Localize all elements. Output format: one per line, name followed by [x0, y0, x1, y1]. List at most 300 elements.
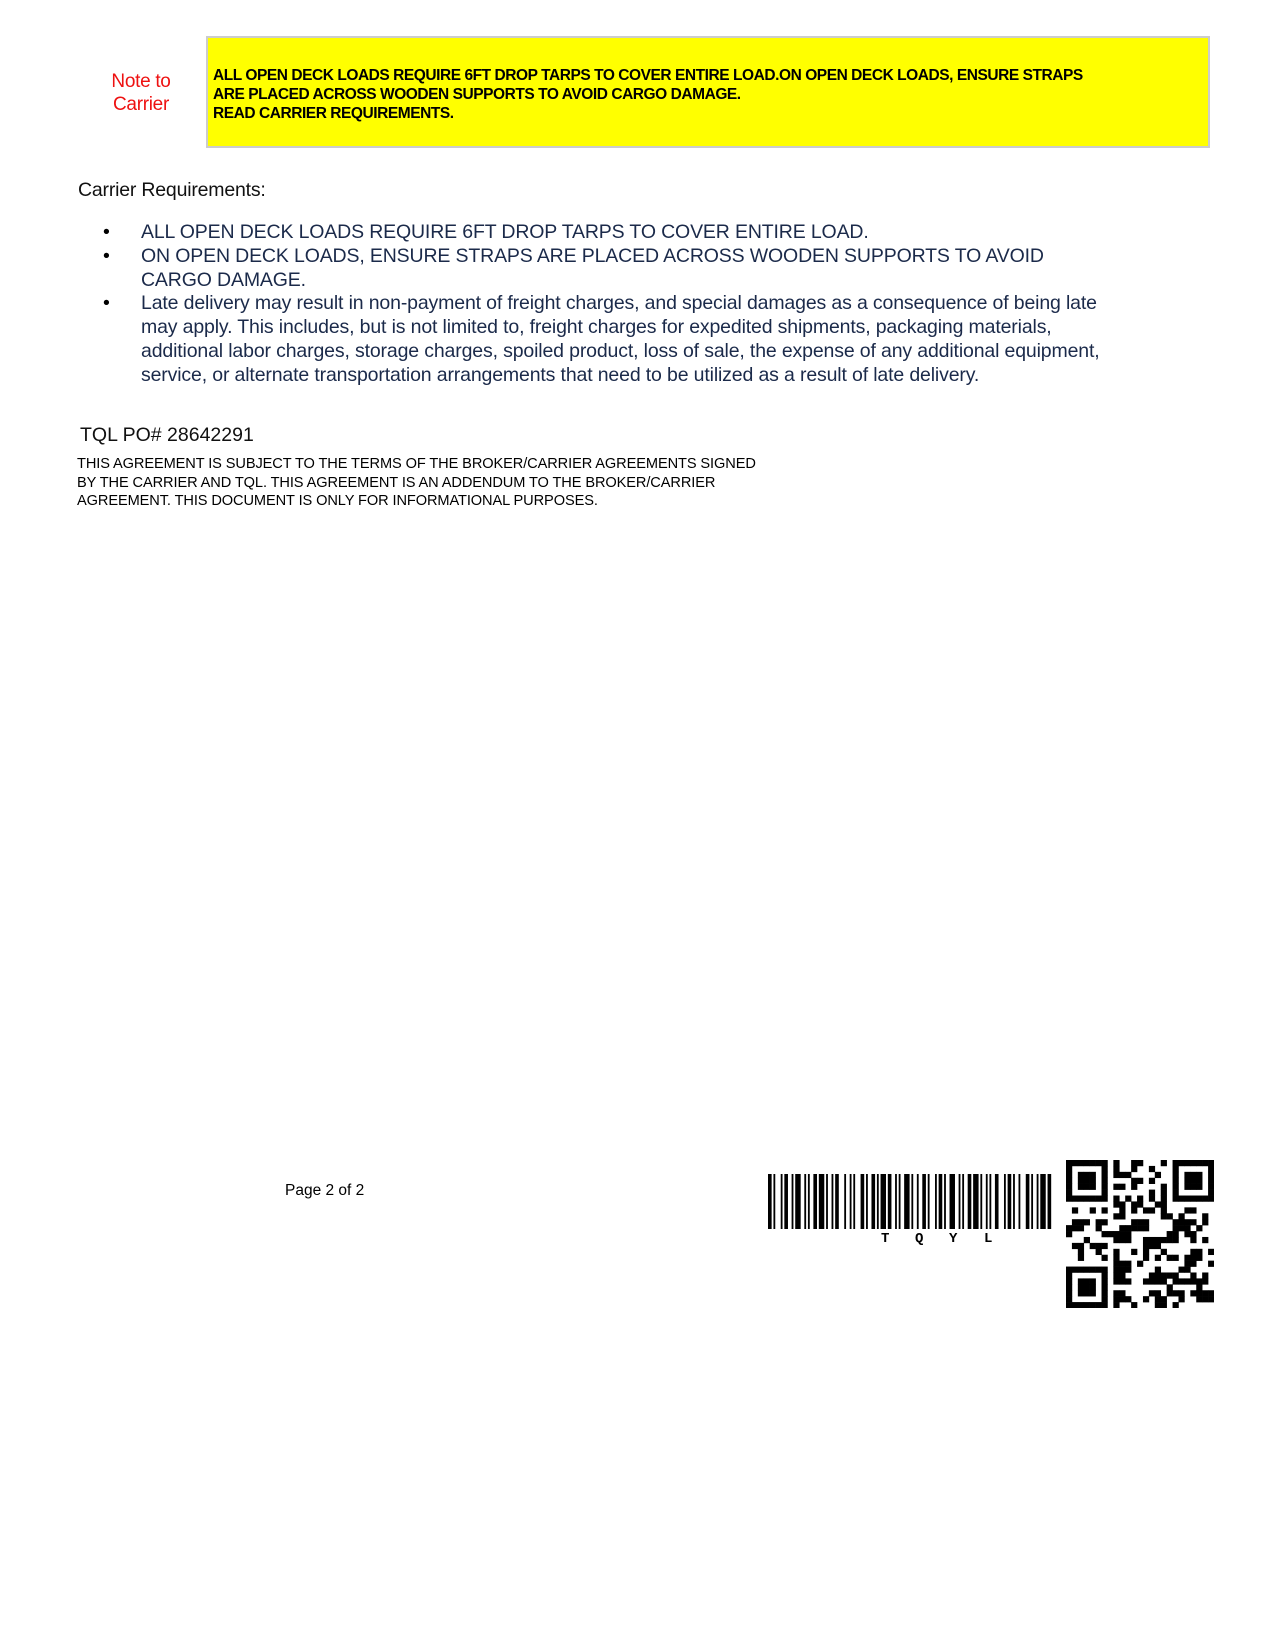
- qr-module: [1167, 1284, 1173, 1290]
- qr-module: [1090, 1196, 1096, 1202]
- barcode-bar: [844, 1174, 846, 1229]
- qr-module: [1066, 1290, 1072, 1296]
- requirement-text: ON OPEN DECK LOADS, ENSURE STRAPS ARE PLACED ACROSS WOODEN SUPPORTS TO AVOID CARGO DAMAGE.: [141, 244, 1044, 291]
- qr-module: [1202, 1296, 1208, 1302]
- barcode-bar: [784, 1174, 788, 1229]
- qr-module: [1066, 1196, 1072, 1202]
- barcode-bar: [944, 1174, 946, 1229]
- qr-module: [1143, 1249, 1149, 1255]
- qr-module: [1078, 1249, 1084, 1255]
- qr-module: [1090, 1172, 1096, 1178]
- qr-module: [1090, 1278, 1096, 1284]
- qr-module: [1102, 1178, 1108, 1184]
- qr-module: [1149, 1196, 1155, 1202]
- qr-module: [1173, 1302, 1179, 1308]
- qr-module: [1167, 1290, 1173, 1296]
- qr-module: [1208, 1249, 1214, 1255]
- qr-module: [1143, 1207, 1149, 1213]
- qr-module: [1119, 1290, 1125, 1296]
- note-label-line2: Carrier: [113, 94, 169, 115]
- barcode-bar: [881, 1174, 886, 1229]
- barcode-char: T: [881, 1231, 890, 1247]
- qr-module: [1090, 1290, 1096, 1296]
- qr-module: [1119, 1225, 1125, 1231]
- qr-module: [1190, 1249, 1196, 1255]
- requirement-text: ALL OPEN DECK LOADS REQUIRE 6FT DROP TARPS TO COVER ENTIRE LOAD.: [141, 221, 869, 243]
- qr-module: [1096, 1196, 1102, 1202]
- qr-module: [1084, 1219, 1090, 1225]
- qr-module: [1149, 1278, 1155, 1284]
- qr-module: [1102, 1302, 1108, 1308]
- barcode-bar: [850, 1174, 852, 1229]
- qr-module: [1113, 1267, 1119, 1273]
- qr-module: [1190, 1196, 1196, 1202]
- barcode-bar: [986, 1174, 988, 1229]
- qr-module: [1161, 1237, 1167, 1243]
- barcode-bar: [939, 1174, 943, 1229]
- qr-module: [1113, 1231, 1119, 1237]
- barcode-bar: [959, 1174, 961, 1229]
- qr-module: [1190, 1261, 1196, 1267]
- qr-module: [1131, 1249, 1137, 1255]
- qr-module: [1125, 1237, 1131, 1243]
- qr-module: [1102, 1207, 1108, 1213]
- qr-module: [1178, 1213, 1184, 1219]
- qr-module: [1137, 1225, 1143, 1231]
- qr-module: [1113, 1237, 1119, 1243]
- qr-module: [1161, 1278, 1167, 1284]
- qr-module: [1137, 1160, 1143, 1166]
- qr-module: [1155, 1302, 1161, 1308]
- qr-module: [1137, 1261, 1143, 1267]
- qr-module: [1190, 1219, 1196, 1225]
- qr-module: [1078, 1267, 1084, 1273]
- qr-module: [1107, 1231, 1113, 1237]
- qr-module: [1178, 1196, 1184, 1202]
- qr-module: [1196, 1172, 1202, 1178]
- barcode-bar: [835, 1174, 839, 1229]
- qr-module: [1149, 1207, 1155, 1213]
- qr-module: [1131, 1201, 1137, 1207]
- qr-module: [1161, 1213, 1167, 1219]
- qr-module: [1173, 1231, 1179, 1237]
- barcode-bar: [792, 1174, 794, 1229]
- qr-module: [1196, 1290, 1202, 1296]
- qr-module: [1173, 1166, 1179, 1172]
- qr-module: [1102, 1190, 1108, 1196]
- qr-module: [1078, 1196, 1084, 1202]
- qr-module: [1161, 1207, 1167, 1213]
- barcode-bar: [922, 1174, 926, 1229]
- qr-module: [1155, 1172, 1161, 1178]
- barcode-bar: [968, 1174, 972, 1229]
- qr-module: [1072, 1243, 1078, 1249]
- requirements-heading: Carrier Requirements:: [78, 179, 266, 201]
- barcode-bar: [895, 1174, 897, 1229]
- qr-module: [1143, 1296, 1149, 1302]
- requirement-text: Late delivery may result in non-payment of freight charges, and special damages as a consequence of being late may apply. This includes, but is not limited to, freight charges for expedited shipments, packaging materials, additional labor charges, storage charges, spoiled product, loss of sale, the expense of any additional equipment, service, or alternate transportation arrangements that need to be utilized as a result of late delivery.: [141, 292, 1100, 386]
- qr-module: [1167, 1272, 1173, 1278]
- qr-module: [1137, 1201, 1143, 1207]
- qr-module: [1143, 1237, 1149, 1243]
- qr-module: [1078, 1278, 1084, 1284]
- qr-module: [1102, 1231, 1108, 1237]
- qr-module: [1161, 1302, 1167, 1308]
- qr-module: [1178, 1160, 1184, 1166]
- qr-module: [1090, 1178, 1096, 1184]
- qr-module: [1190, 1231, 1196, 1237]
- barcode-bar: [989, 1174, 991, 1229]
- qr-module: [1208, 1178, 1214, 1184]
- note-text: ALL OPEN DECK LOADS REQUIRE 6FT DROP TARPS TO COVER ENTIRE LOAD.ON OPEN DECK LOADS, ENSURE STRAPS ARE PLACED ACROSS WOODEN SUPPORTS TO AVOID CARGO DAMAGE. READ CARRIER REQUIREMENTS.: [213, 67, 1083, 122]
- qr-module: [1119, 1296, 1125, 1302]
- qr-module: [1090, 1267, 1096, 1273]
- qr-module: [1119, 1237, 1125, 1243]
- qr-module: [1113, 1196, 1119, 1202]
- bullet-icon: •: [103, 221, 110, 243]
- qr-module: [1137, 1219, 1143, 1225]
- barcode-char: L: [984, 1231, 993, 1247]
- qr-module: [1072, 1267, 1078, 1273]
- qr-module: [1131, 1160, 1137, 1166]
- qr-module: [1125, 1267, 1131, 1273]
- qr-module: [1143, 1219, 1149, 1225]
- qr-module: [1119, 1213, 1125, 1219]
- barcode-char: Y: [949, 1231, 958, 1247]
- qr-module: [1078, 1284, 1084, 1290]
- qr-module: [1102, 1166, 1108, 1172]
- qr-module: [1161, 1190, 1167, 1196]
- qr-module: [1196, 1160, 1202, 1166]
- qr-module: [1113, 1278, 1119, 1284]
- qr-module: [1173, 1219, 1179, 1225]
- qr-module: [1161, 1184, 1167, 1190]
- qr-module: [1078, 1255, 1084, 1261]
- qr-module: [1078, 1290, 1084, 1296]
- qr-module: [1155, 1272, 1161, 1278]
- qr-module: [1190, 1272, 1196, 1278]
- qr-module: [1167, 1237, 1173, 1243]
- qr-module: [1173, 1255, 1179, 1261]
- qr-module: [1072, 1207, 1078, 1213]
- qr-module: [1090, 1302, 1096, 1308]
- requirement-item: [100, 221, 1100, 245]
- barcode-bar: [832, 1174, 834, 1229]
- barcode-bar: [866, 1174, 868, 1229]
- qr-module: [1084, 1196, 1090, 1202]
- barcode-bar: [904, 1174, 909, 1229]
- qr-module: [1113, 1249, 1119, 1255]
- qr-module: [1119, 1261, 1125, 1267]
- qr-module: [1196, 1278, 1202, 1284]
- qr-module: [1113, 1213, 1119, 1219]
- note-box: [206, 36, 1210, 148]
- qr-module: [1131, 1166, 1137, 1172]
- qr-module: [1184, 1207, 1190, 1213]
- qr-module: [1072, 1302, 1078, 1308]
- qr-module: [1125, 1231, 1131, 1237]
- qr-module: [1196, 1296, 1202, 1302]
- qr-module: [1178, 1278, 1184, 1284]
- qr-module: [1072, 1219, 1078, 1225]
- barcode-char: Q: [915, 1231, 924, 1247]
- qr-module: [1178, 1219, 1184, 1225]
- qr-module: [1161, 1249, 1167, 1255]
- qr-module: [1167, 1231, 1173, 1237]
- page-number: Page 2 of 2: [285, 1182, 365, 1199]
- qr-module: [1173, 1172, 1179, 1178]
- barcode-bar: [899, 1174, 901, 1229]
- qr-module: [1078, 1184, 1084, 1190]
- qr-module: [1119, 1272, 1125, 1278]
- barcode-bar: [950, 1174, 955, 1229]
- qr-module: [1190, 1184, 1196, 1190]
- barcode-bar: [877, 1174, 879, 1229]
- qr-module: [1066, 1178, 1072, 1184]
- qr-module: [1173, 1225, 1179, 1231]
- qr-module: [1078, 1225, 1084, 1231]
- qr-module: [1125, 1225, 1131, 1231]
- qr-module: [1125, 1296, 1131, 1302]
- qr-module: [1078, 1243, 1084, 1249]
- qr-module: [1196, 1178, 1202, 1184]
- qr-module: [1173, 1178, 1179, 1184]
- qr-module: [1149, 1290, 1155, 1296]
- qr-module: [1155, 1296, 1161, 1302]
- qr-module: [1202, 1237, 1208, 1243]
- qr-module: [1113, 1255, 1119, 1261]
- barcode-bar: [995, 1174, 999, 1229]
- qr-module: [1096, 1160, 1102, 1166]
- qr-module: [1102, 1290, 1108, 1296]
- qr-module: [1149, 1166, 1155, 1172]
- qr-module: [1190, 1207, 1196, 1213]
- qr-module: [1084, 1178, 1090, 1184]
- qr-module: [1184, 1172, 1190, 1178]
- qr-module: [1096, 1267, 1102, 1273]
- qr-module: [1190, 1160, 1196, 1166]
- qr-module: [1102, 1272, 1108, 1278]
- qr-module: [1184, 1278, 1190, 1284]
- barcode-bar: [768, 1174, 772, 1229]
- requirement-item: [100, 245, 1100, 293]
- qr-module: [1084, 1267, 1090, 1273]
- qr-module: [1066, 1225, 1072, 1231]
- barcode-bar: [1004, 1174, 1006, 1229]
- qr-module: [1113, 1201, 1119, 1207]
- barcode-bar: [1048, 1174, 1052, 1229]
- qr-module: [1173, 1190, 1179, 1196]
- qr-module: [1066, 1278, 1072, 1284]
- qr-module: [1184, 1196, 1190, 1202]
- qr-module: [1143, 1225, 1149, 1231]
- qr-module: [1178, 1267, 1184, 1273]
- qr-module: [1167, 1213, 1173, 1219]
- qr-module: [1208, 1172, 1214, 1178]
- qr-module: [1119, 1267, 1125, 1273]
- qr-module: [1143, 1278, 1149, 1284]
- qr-module: [1202, 1213, 1208, 1219]
- qr-module: [1131, 1219, 1137, 1225]
- barcode-bar: [1037, 1174, 1039, 1229]
- barcode-bar: [973, 1174, 978, 1229]
- qr-module: [1102, 1255, 1108, 1261]
- qr-module: [1184, 1267, 1190, 1273]
- barcode-bar: [911, 1174, 913, 1229]
- qr-module: [1208, 1290, 1214, 1296]
- qr-module: [1078, 1302, 1084, 1308]
- qr-module: [1149, 1190, 1155, 1196]
- qr-module: [1102, 1160, 1108, 1166]
- requirement-item: [100, 292, 1100, 387]
- qr-module: [1155, 1267, 1161, 1273]
- qr-module: [1078, 1219, 1084, 1225]
- qr-module: [1173, 1272, 1179, 1278]
- qr-module: [1173, 1290, 1179, 1296]
- qr-module: [1119, 1172, 1125, 1178]
- qr-module: [1202, 1278, 1208, 1284]
- qr-module: [1125, 1196, 1131, 1202]
- qr-module: [1190, 1178, 1196, 1184]
- barcode-bar: [1031, 1174, 1033, 1229]
- qr-module: [1202, 1290, 1208, 1296]
- barcode-bar: [773, 1174, 775, 1229]
- barcode-bar: [1013, 1174, 1015, 1229]
- qr-module: [1096, 1243, 1102, 1249]
- qr-module: [1084, 1278, 1090, 1284]
- qr-module: [1173, 1237, 1179, 1243]
- qr-module: [1202, 1272, 1208, 1278]
- barcode-bar: [1040, 1174, 1045, 1229]
- barcode-bar: [808, 1174, 810, 1229]
- qr-module: [1184, 1160, 1190, 1166]
- qr-module: [1125, 1278, 1131, 1284]
- qr-module: [1084, 1172, 1090, 1178]
- qr-module: [1078, 1178, 1084, 1184]
- qr-module: [1208, 1190, 1214, 1196]
- qr-module: [1137, 1178, 1143, 1184]
- po-number: TQL PO# 28642291: [80, 424, 254, 446]
- qr-module: [1102, 1219, 1108, 1225]
- bullet-icon: •: [103, 244, 110, 267]
- bullet-icon: •: [103, 292, 110, 315]
- qr-module: [1173, 1184, 1179, 1190]
- qr-module: [1155, 1243, 1161, 1249]
- qr-module: [1119, 1278, 1125, 1284]
- qr-module: [1208, 1160, 1214, 1166]
- qr-module: [1113, 1184, 1119, 1190]
- barcode-bar: [795, 1174, 800, 1229]
- qr-module: [1131, 1184, 1137, 1190]
- qr-module: [1090, 1160, 1096, 1166]
- qr-module: [1184, 1255, 1190, 1261]
- qr-module: [1190, 1172, 1196, 1178]
- qr-module: [1119, 1231, 1125, 1237]
- qr-module: [1102, 1284, 1108, 1290]
- qr-module: [1066, 1267, 1072, 1273]
- qr-module: [1113, 1172, 1119, 1178]
- qr-module: [1119, 1201, 1125, 1207]
- requirements-list: [100, 221, 1100, 388]
- qr-module: [1090, 1284, 1096, 1290]
- qr-module: [1161, 1201, 1167, 1207]
- qr-module: [1113, 1302, 1119, 1308]
- qr-module: [1149, 1243, 1155, 1249]
- qr-module: [1066, 1296, 1072, 1302]
- qr-module: [1143, 1243, 1149, 1249]
- qr-module: [1096, 1225, 1102, 1231]
- barcode-bar: [853, 1174, 855, 1229]
- qr-module: [1102, 1196, 1108, 1202]
- barcode-bar: [980, 1174, 982, 1229]
- qr-module: [1131, 1207, 1137, 1213]
- qr-module: [1125, 1172, 1131, 1178]
- qr-module: [1102, 1278, 1108, 1284]
- qr-module: [1102, 1172, 1108, 1178]
- qr-module: [1090, 1207, 1096, 1213]
- barcode-bar: [804, 1174, 806, 1229]
- qr-module: [1143, 1255, 1149, 1261]
- qr-module: [1084, 1284, 1090, 1290]
- qr-module: [1066, 1190, 1072, 1196]
- qr-module: [1208, 1296, 1214, 1302]
- qr-module: [1096, 1302, 1102, 1308]
- barcode-bar: [871, 1174, 875, 1229]
- qr-module: [1208, 1166, 1214, 1172]
- qr-module: [1125, 1261, 1131, 1267]
- qr-module: [1137, 1196, 1143, 1202]
- qr-module: [1202, 1160, 1208, 1166]
- qr-module: [1196, 1249, 1202, 1255]
- qr-module: [1072, 1225, 1078, 1231]
- qr-code-icon: [1066, 1160, 1214, 1308]
- qr-module: [1131, 1302, 1137, 1308]
- qr-module: [1149, 1272, 1155, 1278]
- qr-module: [1178, 1290, 1184, 1296]
- note-label-line1: Note to: [111, 71, 171, 92]
- barcode-bar: [935, 1174, 937, 1229]
- qr-module: [1066, 1284, 1072, 1290]
- note-label: [100, 70, 182, 116]
- qr-module: [1119, 1184, 1125, 1190]
- qr-module: [1178, 1225, 1184, 1231]
- barcode-bar: [917, 1174, 919, 1229]
- qr-module: [1113, 1160, 1119, 1166]
- qr-module: [1066, 1302, 1072, 1308]
- barcode-bar: [888, 1174, 892, 1229]
- qr-module: [1155, 1278, 1161, 1284]
- qr-module: [1184, 1178, 1190, 1184]
- qr-module: [1084, 1302, 1090, 1308]
- qr-module: [1090, 1243, 1096, 1249]
- qr-module: [1113, 1166, 1119, 1172]
- qr-module: [1167, 1255, 1173, 1261]
- qr-module: [1161, 1160, 1167, 1166]
- qr-module: [1084, 1160, 1090, 1166]
- qr-module: [1102, 1267, 1108, 1273]
- barcode-bar: [1019, 1174, 1021, 1229]
- qr-module: [1084, 1290, 1090, 1296]
- qr-module: [1155, 1237, 1161, 1243]
- barcode-bar: [928, 1174, 930, 1229]
- qr-module: [1096, 1219, 1102, 1225]
- qr-module: [1196, 1196, 1202, 1202]
- qr-module: [1113, 1296, 1119, 1302]
- barcode-bar: [1008, 1174, 1012, 1229]
- qr-module: [1102, 1296, 1108, 1302]
- qr-module: [1066, 1272, 1072, 1278]
- qr-module: [1066, 1184, 1072, 1190]
